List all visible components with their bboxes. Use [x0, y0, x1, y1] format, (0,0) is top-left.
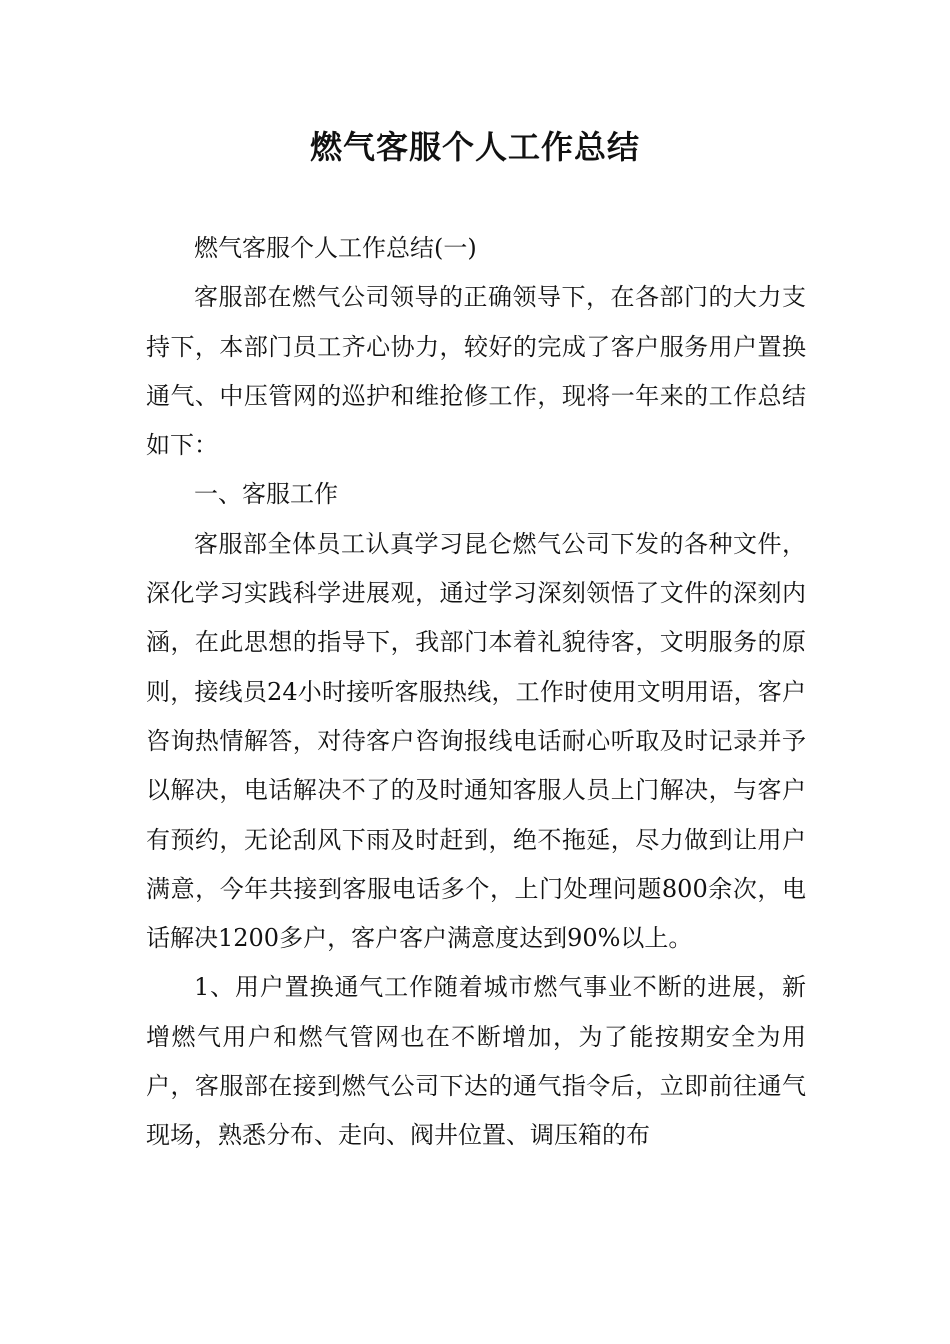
paragraph-subtitle: 燃气客服个人工作总结(一) — [194, 234, 477, 262]
paragraph-intro: 客服部在燃气公司领导的正确领导下，在各部门的大力支持下，本部门员工齐心协力，较好的完成了客户服务用户置换通气、中压管网的巡护和维抢修工作，现将一年来的工作总结如下： — [146, 283, 806, 460]
document-body — [146, 224, 806, 1161]
paragraph-gas-replacement: 1、用户置换通气工作随着城市燃气事业不断的进展，新增燃气用户和燃气管网也在不断增加，为了能按期安全为用户，客服部在接到燃气公司下达的通气指令后，立即前往通气现场，熟悉分布、走向、阀井位置、调压箱的布 — [146, 973, 806, 1150]
document-title: 燃气客服个人工作总结 — [309, 128, 640, 166]
paragraph-customer-service: 客服部全体员工认真学习昆仑燃气公司下发的各种文件，深化学习实践科学进展观，通过学习深刻领悟了文件的深刻内涵，在此思想的指导下，我部门本着礼貌待客，文明服务的原则，接线员24小时接听客服热线，工作时使用文明用语，客户咨询热情解答，对待客户咨询报线电话耐心听取及时记录并予以解决，电话解决不了的及时通知客服人员上门解决，与客户有预约，无论刮风下雨及时赶到，绝不拖延，尽力做到让用户满意，今年共接到客服电话多个，上门处理问题800余次，电话解决1200多户，客户客户满意度达到90%以上。 — [146, 529, 806, 953]
section-heading-customer-service: 一、客服工作 — [194, 480, 338, 509]
